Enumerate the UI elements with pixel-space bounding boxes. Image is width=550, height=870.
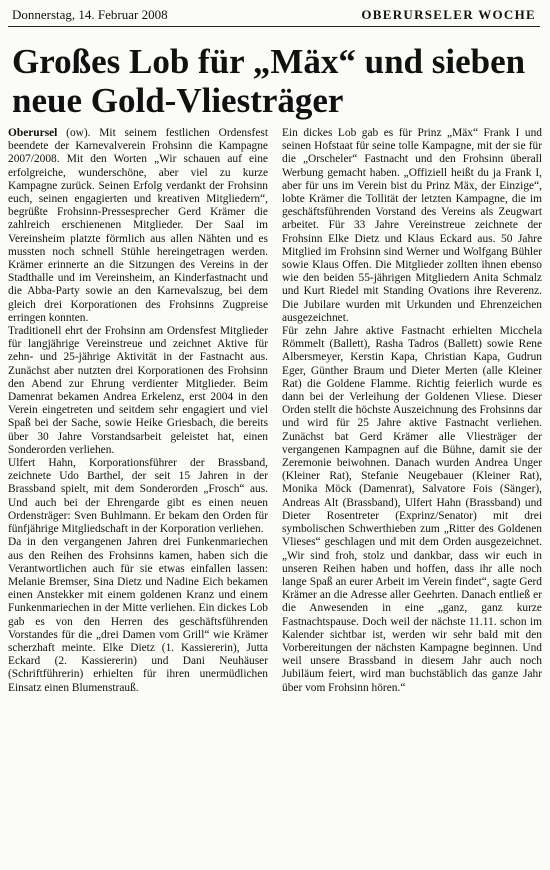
- paragraph: Ein dickes Lob gab es für Prinz „Mäx“ Frank I und seinen Hofstaat für seine tolle Kampagne, mit der sie für die „Orscheler“ Fastnacht und den Frohsinn überall Werbung gemacht haben. „Offiziell heißt du ja Frank I, aber für uns im Verein bist du Prinz Mäx, der Einzige“, lobte Krämer die Tollität der letzten Kampagne, die im geschäftsführenden Vorstand des Vereins als Zeugwart arbeitet. Für 33 Jahre Vereinstreue zeichnete der Frohsinn Elke Dietz und Klaus Eckard aus. 50 Jahre Mitglied im Frohsinn sind Werner und Wolfgang Bühler sowie Klaus Offen. Die Mitglieder zollten ihnen ebenso wie den beiden 55-jährigen Mitgliedern Anita Schmalz und Kurt Riedel mit Standing Ovations ihre Reverenz. Die Jubilare wurden mit Urkunden und Ehrenzeichen ausgezeichnet.: [282, 127, 542, 324]
- article-column-1: [8, 127, 268, 865]
- paragraph: Ulfert Hahn, Korporationsführer der Brassband, zeichnete Udo Barthel, der seit 15 Jahren in der Brassband spielt, mit dem Sonderorden „Frosch“ aus. Und auch bei der Ehrengarde gibt es einen neuen Ordensträger: Sven Buhlmann. Er bekam den Orden für fünfjährige Mitgliedschaft in der Korporation verliehen.: [8, 457, 268, 536]
- page-header: [8, 4, 540, 27]
- article-headline: Großes Lob für „Mäx“ und sieben neue Gold-Vliesträger: [12, 42, 526, 120]
- paragraph: Da in den vergangenen Jahren drei Funkenmariechen aus den Reihen des Frohsinns kamen, haben sich die Verantwortlichen auch für sie etwas einfallen lassen: Melanie Bremser, Sina Dietz und Nadine Eich bekamen einen Anstekker mit einem goldenen Kranz und einem Funkenmariechen in der Mitte verliehen. Ein dickes Lob gab es von den Herren des geschäftsführenden Vorstandes für die „drei Damen vom Grill“ wie Krämer scherzhaft meinte. Elke Dietz (1. Kassiererin), Jutta Eckard (2. Kassiererin) und Dani Neuhäuser (Schriftführerin) erhielten für ihren unermüdlichen Einsatz einen Blumenstrauß.: [8, 536, 268, 694]
- publication-name: OBERURSELER WOCHE: [361, 7, 536, 22]
- paragraph: Oberursel (ow). Mit seinem festlichen Ordensfest beendete der Karnevalverein Frohsinn die Kampagne 2007/2008. Mit den Worten „Wir schauen auf eine erfolgreiche, wunderschöne, aber viel zu kurze Kampagne zurück. Seinen Erfolg verdankt der Frohsinn euch, seinen engagierten und kreativen Mitgliedern“, begrüßte Frohsinn-Pressesprecher Gerd Krämer die zahlreich erschienenen Mitglieder. Der Saal im Vereinsheim platzte förmlich aus allen Nähten und es mussten noch schnell Stühle hereingetragen werden. Krämer erinnerte an die Sitzungen des Vereins in der Stadthalle und im Vereinsheim, an Kinderfastnacht und die Abba-Party sowie an den Karnevalszug, bei dem gleich drei Korporationen des Frohsinns Zugpreise erringen konnten.: [8, 127, 268, 324]
- paragraph: Traditionell ehrt der Frohsinn am Ordensfest Mitglieder für langjährige Vereinstreue und zeichnet Aktive für zehn- und 25-jährige Aktivität in der Fastnacht aus. Zunächst aber nutzten drei Korporationen des Frohsinn den Abend zur Ehrung verdienter Mitglieder. Beim Damenrat bekamen Andrea Erkelenz, erst 2004 in den Verein eingetreten und seitdem sehr engagiert und viel Spaß bei der Sache, sowie Heike Griesbach, die bereits über 30 Jahre Vorstandsarbeit geleistet hat, einen Sonderorden verliehen.: [8, 325, 268, 456]
- dateline: Oberursel: [8, 127, 58, 139]
- article-column-2: [282, 127, 542, 865]
- issue-date: Donnerstag, 14. Februar 2008: [12, 7, 168, 22]
- paragraph: Für zehn Jahre aktive Fastnacht erhielten Micchela Römmelt (Ballett), Rasha Tadros (Ballett) sowie Rene Albersmeyer, Kerstin Kapa, Christian Kapa, Gudrun Eger, Günther Braum und Dieter Merten (alle Kleiner Rat) die Goldene Flamme. Richtig feierlich wurde es dann bei der Verleihung der Goldenen Vliese. Dieser Orden stellt die höchste Auszeichnung des Frohsinns dar und wird für 25 Jahre aktive Fastnacht verliehen. Zunächst bat Gerd Krämer alle Vliesträger der vergangenen Kampagnen auf die Bühne, damit sie der Zeremonie beiwohnen. Danach wurden Andrea Unger (Kleiner Rat), Stefanie Neugebauer (Kleiner Rat), Monika Möck (Damenrat), Salvatore Fois (Sänger), Andreas Alt (Brassband), Ulfert Hahn (Brassband) und Dieter Rosentreter (Exprinz/Senator) mit drei symbolischen Schwerthieben zum „Ritter des Goldenen Vlieses“ geschlagen und mit dem Orden ausgezeichnet. „Wir sind froh, stolz und dankbar, dass wir euch in unseren Reihen haben und hoffen, dass ihr alle noch lange Spaß an eurer Arbeit im Verein findet“, sagte Gerd Krämer an die Adresse aller Geehrten. Danach entließ er die Anwesenden in eine „ganz, ganz kurze Fastnachtspause. Doch weil der nächste 11.11. schon im Kalender sichtbar ist, werden wir sehr bald mit den Vorbereitungen der nächsten Kampagne beginnen. Und weil unsere Brassband in diesem Jahr auch noch Jubiläum feiert, wird man buchstäblich das ganze Jahr über vom Frohsinn hören.“: [282, 325, 542, 694]
